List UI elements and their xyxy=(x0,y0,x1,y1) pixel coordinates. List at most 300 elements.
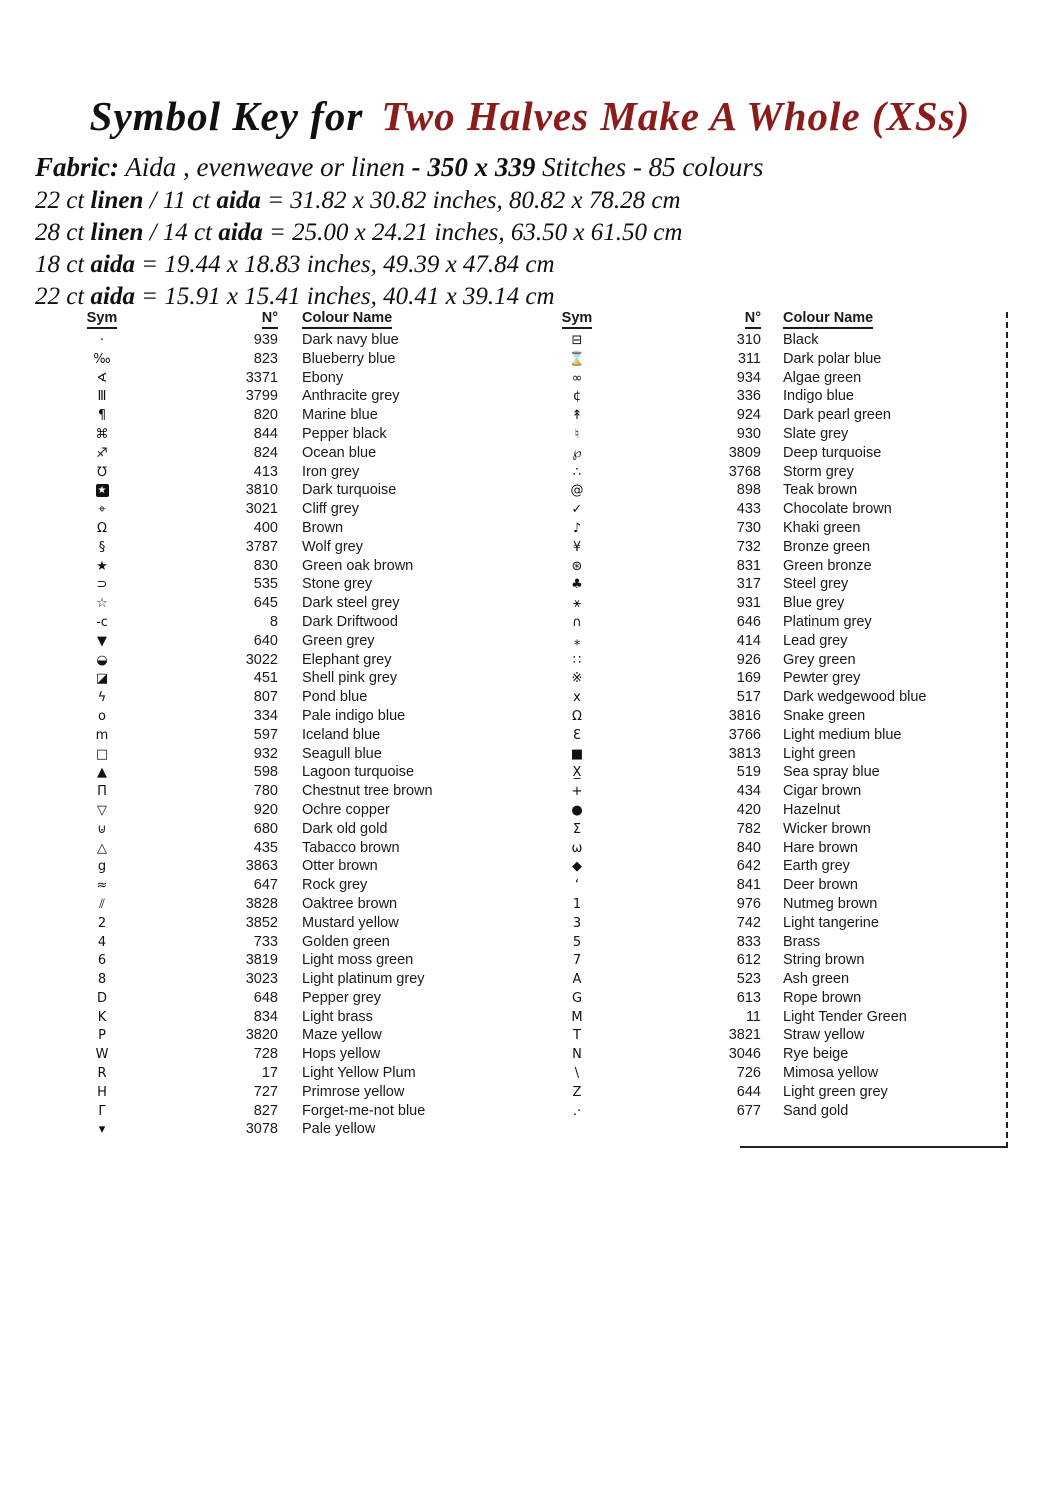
header-sym: Sym xyxy=(545,310,609,326)
colour-name: Hazelnut xyxy=(783,801,841,818)
key-row xyxy=(70,669,522,688)
key-row xyxy=(545,933,1005,952)
colour-name: Steel grey xyxy=(783,576,849,593)
fabric-line-segment: aida xyxy=(90,283,135,310)
key-row xyxy=(70,594,522,613)
thread-number: 640 xyxy=(253,632,278,649)
symbol-glyph: 5 xyxy=(572,934,582,950)
colour-name: Light Yellow Plum xyxy=(302,1065,416,1082)
key-row xyxy=(545,726,1005,745)
symbol-glyph: ≈ xyxy=(96,878,108,894)
fabric-line xyxy=(35,150,1025,185)
fabric-line-segment: 28 ct xyxy=(35,219,91,246)
colour-name: Brown xyxy=(302,519,344,536)
key-row xyxy=(70,1008,522,1027)
colour-name: Seagull blue xyxy=(302,745,382,762)
colour-name: Golden green xyxy=(302,933,390,950)
key-row xyxy=(545,707,1005,726)
thread-number: 924 xyxy=(736,407,761,424)
thread-number: 597 xyxy=(253,726,278,743)
key-row xyxy=(70,519,522,538)
symbol-glyph: ‘ xyxy=(574,878,580,894)
key-row xyxy=(70,425,522,444)
key-row xyxy=(545,463,1005,482)
thread-number: 3799 xyxy=(245,388,278,405)
key-row xyxy=(70,538,522,557)
colour-name: Pale yellow xyxy=(302,1121,376,1138)
key-row xyxy=(70,557,522,576)
symbol-glyph: G xyxy=(571,990,583,1006)
thread-number: 169 xyxy=(736,670,761,687)
symbol-glyph: \ xyxy=(574,1066,580,1082)
colour-name: Ocean blue xyxy=(302,444,377,461)
symbol-glyph: ◪ xyxy=(95,671,109,687)
symbol-glyph: ⊍ xyxy=(97,821,107,837)
thread-number: 833 xyxy=(736,933,761,950)
key-row xyxy=(545,632,1005,651)
colour-name: Dark wedgewood blue xyxy=(783,689,927,706)
thread-number: 3820 xyxy=(245,1027,278,1044)
key-row xyxy=(70,387,522,406)
colour-name: Ochre copper xyxy=(302,801,390,818)
thread-number: 3768 xyxy=(728,463,761,480)
symbol-glyph: K xyxy=(97,1009,107,1025)
colour-name: Chocolate brown xyxy=(783,501,892,518)
colour-name: Ash green xyxy=(783,971,850,988)
thread-number: 3828 xyxy=(245,895,278,912)
thread-number: 434 xyxy=(736,783,761,800)
key-row xyxy=(70,726,522,745)
symbol-glyph: ✓ xyxy=(571,502,583,518)
page-title-prefix: Symbol Key for xyxy=(89,93,364,139)
key-row xyxy=(545,369,1005,388)
thread-number: 642 xyxy=(736,858,761,875)
symbol-glyph: H xyxy=(97,1084,107,1100)
colour-name: Light medium blue xyxy=(783,726,902,743)
key-row xyxy=(70,839,522,858)
colour-name: Dark Driftwood xyxy=(302,613,398,630)
symbol-glyph: △ xyxy=(97,840,107,856)
colour-name: Dark polar blue xyxy=(783,350,882,367)
symbol-glyph: .· xyxy=(572,1103,582,1119)
colour-name: Mustard yellow xyxy=(302,914,399,931)
colour-name: Cigar brown xyxy=(783,783,862,800)
thread-number: 598 xyxy=(253,764,278,781)
symbol-glyph: 6 xyxy=(97,953,107,969)
symbol-glyph: ∷ xyxy=(572,652,582,668)
symbol-glyph: ♐ xyxy=(96,445,108,461)
symbol-glyph: M xyxy=(571,1009,583,1025)
symbol-glyph: ▾ xyxy=(98,1122,106,1138)
key-row xyxy=(545,820,1005,839)
fabric-line-segment: Fabric: xyxy=(35,152,119,182)
colour-name: Pale indigo blue xyxy=(302,707,406,724)
fabric-line-segment: Stitches - 85 colours xyxy=(535,152,764,182)
colour-name: Storm grey xyxy=(783,463,854,480)
key-row xyxy=(545,425,1005,444)
thread-number: 17 xyxy=(261,1065,278,1082)
thread-number: 644 xyxy=(736,1083,761,1100)
thread-number: 830 xyxy=(253,557,278,574)
fabric-line-segment: = 25.00 x 24.21 inches, 63.50 x 61.50 cm xyxy=(262,219,683,246)
key-row xyxy=(70,651,522,670)
symbol-glyph: 8 xyxy=(97,972,107,988)
thread-number: 517 xyxy=(736,689,761,706)
colour-name: Rope brown xyxy=(783,989,862,1006)
key-row xyxy=(545,951,1005,970)
thread-number: 932 xyxy=(253,745,278,762)
thread-number: 3809 xyxy=(728,444,761,461)
thread-number: 646 xyxy=(736,613,761,630)
symbol-glyph: o xyxy=(98,708,106,724)
colour-name: Grey green xyxy=(783,651,856,668)
key-row xyxy=(545,857,1005,876)
key-row xyxy=(70,463,522,482)
key-row xyxy=(545,669,1005,688)
key-row xyxy=(70,820,522,839)
symbol-glyph: ▲ xyxy=(97,765,107,781)
thread-number: 11 xyxy=(745,1008,761,1025)
thread-number: 841 xyxy=(736,877,761,894)
key-row xyxy=(545,500,1005,519)
colour-name: Platinum grey xyxy=(783,613,872,630)
key-row xyxy=(545,575,1005,594)
colour-name: Sand gold xyxy=(783,1102,849,1119)
colour-name: Dark old gold xyxy=(302,820,388,837)
colour-name: Dark navy blue xyxy=(302,332,399,348)
key-row xyxy=(545,350,1005,369)
thread-number: 523 xyxy=(736,971,761,988)
thread-number: 3787 xyxy=(245,538,278,555)
key-row xyxy=(70,350,522,369)
key-rows-left xyxy=(70,331,522,1139)
colour-name: Forget-me-not blue xyxy=(302,1102,426,1119)
key-row xyxy=(545,406,1005,425)
thread-number: 730 xyxy=(736,519,761,536)
thread-number: 920 xyxy=(253,801,278,818)
key-row xyxy=(545,688,1005,707)
thread-number: 3371 xyxy=(245,369,278,386)
key-row xyxy=(70,1083,522,1102)
symbol-glyph: ☆ xyxy=(96,596,108,612)
colour-name: Oaktree brown xyxy=(302,895,398,912)
symbol-glyph: § xyxy=(98,539,106,555)
key-row xyxy=(545,1008,1005,1027)
thread-number: 732 xyxy=(736,538,761,555)
key-row xyxy=(545,763,1005,782)
thread-number: 535 xyxy=(253,576,278,593)
thread-number: 317 xyxy=(736,576,761,593)
colour-name: Dark steel grey xyxy=(302,595,400,612)
colour-name: Wicker brown xyxy=(783,820,871,837)
thread-number: 3046 xyxy=(728,1046,761,1063)
key-table-header xyxy=(545,310,1005,331)
symbol-glyph: Π xyxy=(97,784,107,800)
thread-number: 400 xyxy=(253,519,278,536)
thread-number: 3863 xyxy=(245,858,278,875)
fabric-line-segment: 22 ct xyxy=(35,187,91,214)
colour-name: Snake green xyxy=(783,707,866,724)
symbol-glyph: Ω xyxy=(572,708,582,724)
symbol-glyph: ♪ xyxy=(572,520,582,536)
header-colour-name: Colour Name xyxy=(302,310,522,326)
symbol-glyph: Z xyxy=(572,1084,582,1100)
symbol-glyph: ⌖ xyxy=(98,502,106,518)
symbol-glyph: ⊃ xyxy=(96,577,108,593)
colour-name: Rye beige xyxy=(783,1046,849,1063)
symbol-glyph: ⫽ xyxy=(99,896,105,912)
fabric-line xyxy=(35,185,1025,217)
thread-number: 780 xyxy=(253,783,278,800)
key-row xyxy=(70,707,522,726)
thread-number: 613 xyxy=(736,989,761,1006)
thread-number: 733 xyxy=(253,933,278,950)
colour-name: Mimosa yellow xyxy=(783,1065,879,1082)
symbol-glyph: ※ xyxy=(571,671,583,687)
fabric-line-segment: aida xyxy=(90,251,135,278)
key-row xyxy=(545,914,1005,933)
colour-name: String brown xyxy=(783,952,865,969)
key-row xyxy=(70,406,522,425)
key-row xyxy=(70,1064,522,1083)
colour-name: Algae green xyxy=(783,369,862,386)
thread-number: 413 xyxy=(253,463,278,480)
thread-number: 3021 xyxy=(245,501,278,518)
symbol-glyph: T xyxy=(573,1028,581,1044)
key-row xyxy=(545,1026,1005,1045)
key-row xyxy=(70,989,522,1008)
symbol-glyph: ℘ xyxy=(572,445,582,461)
thread-number: 310 xyxy=(736,332,761,348)
symbol-glyph: ↟ xyxy=(571,408,583,424)
symbol-glyph: Ⅲ xyxy=(97,389,107,405)
key-row xyxy=(70,500,522,519)
symbol-glyph: -c xyxy=(96,614,108,630)
symbol-glyph: 7 xyxy=(572,953,582,969)
symbol-glyph: ¢ xyxy=(572,389,582,405)
symbol-glyph: ∞ xyxy=(571,370,583,386)
thread-number: 420 xyxy=(736,801,761,818)
colour-name: Cliff grey xyxy=(302,501,359,518)
colour-name: Hare brown xyxy=(783,839,858,856)
colour-name: Blue grey xyxy=(783,595,845,612)
colour-name: Lagoon turquoise xyxy=(302,764,415,781)
thread-number: 827 xyxy=(253,1102,278,1119)
key-row xyxy=(545,1045,1005,1064)
symbol-glyph: · xyxy=(99,333,105,348)
thread-number: 612 xyxy=(736,952,761,969)
symbol-glyph: Γ xyxy=(98,1103,106,1119)
key-row xyxy=(70,782,522,801)
key-table-header xyxy=(70,310,522,331)
key-row xyxy=(70,444,522,463)
colour-name: Black xyxy=(783,332,819,348)
colour-name: Light green xyxy=(783,745,856,762)
symbol-glyph: D xyxy=(96,990,107,1006)
key-row xyxy=(70,970,522,989)
key-row xyxy=(545,594,1005,613)
colour-name: Chestnut tree brown xyxy=(302,783,433,800)
colour-name: Brass xyxy=(783,933,821,950)
key-row xyxy=(70,745,522,764)
symbol-glyph: ⌛ xyxy=(568,351,586,367)
thread-number: 934 xyxy=(736,369,761,386)
symbol-glyph: ∴ xyxy=(572,464,582,480)
thread-number: 334 xyxy=(253,707,278,724)
header-colour-name: Colour Name xyxy=(783,310,1005,326)
key-row xyxy=(70,481,522,500)
colour-name: Earth grey xyxy=(783,858,850,875)
symbol-glyph: ◆ xyxy=(572,859,582,875)
key-row xyxy=(70,1045,522,1064)
key-row xyxy=(70,331,522,350)
colour-name: Pepper black xyxy=(302,425,387,442)
thread-number: 680 xyxy=(253,820,278,837)
fabric-line-segment: = 31.82 x 30.82 inches, 80.82 x 78.28 cm xyxy=(260,187,681,214)
thread-number: 726 xyxy=(736,1065,761,1082)
symbol-glyph: 1 xyxy=(572,896,582,912)
colour-name: Wolf grey xyxy=(302,538,363,555)
thread-number: 3078 xyxy=(245,1121,278,1138)
thread-number: 3023 xyxy=(245,971,278,988)
colour-name: Hops yellow xyxy=(302,1046,381,1063)
thread-number: 834 xyxy=(253,1008,278,1025)
fabric-line xyxy=(35,217,1025,249)
symbol-glyph: ¥ xyxy=(572,539,582,555)
colour-name: Dark pearl green xyxy=(783,407,891,424)
colour-name: Green grey xyxy=(302,632,375,649)
fabric-line-segment: Aida , evenweave or linen xyxy=(119,152,412,182)
key-row xyxy=(545,782,1005,801)
thread-number: 677 xyxy=(736,1102,761,1119)
symbol-glyph: N xyxy=(572,1047,582,1063)
colour-name: Green bronze xyxy=(783,557,872,574)
key-row xyxy=(545,651,1005,670)
colour-name: Sea spray blue xyxy=(783,764,880,781)
fabric-line-segment: = 19.44 x 18.83 inches, 49.39 x 47.84 cm xyxy=(135,251,555,278)
symbol-glyph: g xyxy=(97,859,107,875)
thread-number: 336 xyxy=(736,388,761,405)
thread-number: 931 xyxy=(736,595,761,612)
key-row xyxy=(70,1102,522,1121)
colour-name: Iceland blue xyxy=(302,726,381,743)
header-number: N° xyxy=(631,310,761,326)
colour-name: Primrose yellow xyxy=(302,1083,405,1100)
colour-name: Deer brown xyxy=(783,877,858,894)
thread-number: 3766 xyxy=(728,726,761,743)
symbol-glyph: m xyxy=(95,727,109,743)
symbol-glyph: A xyxy=(572,972,582,988)
colour-name: Light tangerine xyxy=(783,914,879,931)
key-row xyxy=(545,481,1005,500)
colour-name: Lead grey xyxy=(783,632,848,649)
key-row xyxy=(70,801,522,820)
key-row xyxy=(70,951,522,970)
colour-name: Light green grey xyxy=(783,1083,888,1100)
key-row xyxy=(70,895,522,914)
table-right-border xyxy=(1006,312,1008,1148)
thread-number: 939 xyxy=(253,332,278,348)
key-row xyxy=(545,745,1005,764)
colour-name: Stone grey xyxy=(302,576,373,593)
colour-name: Nutmeg brown xyxy=(783,895,878,912)
thread-number: 840 xyxy=(736,839,761,856)
fabric-line-segment: aida xyxy=(218,219,263,246)
symbol-glyph: ★ xyxy=(96,558,108,574)
key-row xyxy=(545,1083,1005,1102)
thread-number: 311 xyxy=(737,350,761,367)
symbol-glyph: ⌘ xyxy=(95,426,109,442)
key-row xyxy=(545,989,1005,1008)
key-row xyxy=(545,538,1005,557)
symbol-glyph: Ɛ xyxy=(573,727,581,743)
fabric-line-segment: 18 ct xyxy=(35,251,91,278)
symbol-glyph: @ xyxy=(570,483,584,499)
thread-number: 820 xyxy=(253,407,278,424)
thread-number: 433 xyxy=(736,501,761,518)
fabric-line xyxy=(35,249,1025,281)
key-row xyxy=(545,331,1005,350)
thread-number: 782 xyxy=(736,820,761,837)
colour-name: Blueberry blue xyxy=(302,350,396,367)
symbol-glyph: x xyxy=(573,690,581,706)
thread-number: 519 xyxy=(736,764,761,781)
symbol-glyph: R xyxy=(97,1066,107,1082)
thread-number: 414 xyxy=(736,632,761,649)
colour-name: Elephant grey xyxy=(302,651,392,668)
key-row xyxy=(545,1102,1005,1121)
symbol-glyph: ▽ xyxy=(97,802,107,818)
colour-name: Straw yellow xyxy=(783,1027,865,1044)
colour-name: Otter brown xyxy=(302,858,378,875)
key-row xyxy=(545,895,1005,914)
fabric-line-segment: / 14 ct xyxy=(143,219,219,246)
symbol-glyph: 4 xyxy=(97,934,107,950)
colour-name: Pewter grey xyxy=(783,670,861,687)
fabric-lines xyxy=(35,150,1025,313)
key-row xyxy=(545,557,1005,576)
key-row xyxy=(70,857,522,876)
symbol-glyph: ♣ xyxy=(571,577,583,593)
thread-number: 823 xyxy=(253,350,278,367)
colour-name: Marine blue xyxy=(302,407,378,424)
colour-name: Ebony xyxy=(302,369,344,386)
key-row xyxy=(545,876,1005,895)
colour-name: Maze yellow xyxy=(302,1027,382,1044)
colour-name: Slate grey xyxy=(783,425,849,442)
key-table-right xyxy=(545,310,1005,1120)
colour-name: Shell pink grey xyxy=(302,670,398,687)
symbol-glyph: ◒ xyxy=(96,652,108,668)
key-row xyxy=(70,763,522,782)
thread-number: 8 xyxy=(269,613,278,630)
symbol-glyph: ⚹ xyxy=(573,596,581,612)
page-title xyxy=(0,92,1060,140)
symbol-glyph: ⁎ xyxy=(573,633,581,649)
symbol-glyph: ℧ xyxy=(97,464,107,480)
colour-name: Iron grey xyxy=(302,463,360,480)
fabric-line xyxy=(35,281,1025,313)
header-sym: Sym xyxy=(70,310,134,326)
key-row xyxy=(70,575,522,594)
colour-name: Light moss green xyxy=(302,952,414,969)
thread-number: 898 xyxy=(736,482,761,499)
table-bottom-border xyxy=(740,1146,1008,1148)
symbol-glyph: ★ xyxy=(96,484,109,497)
colour-name: Light brass xyxy=(302,1008,373,1025)
key-row xyxy=(70,688,522,707)
key-row xyxy=(545,387,1005,406)
